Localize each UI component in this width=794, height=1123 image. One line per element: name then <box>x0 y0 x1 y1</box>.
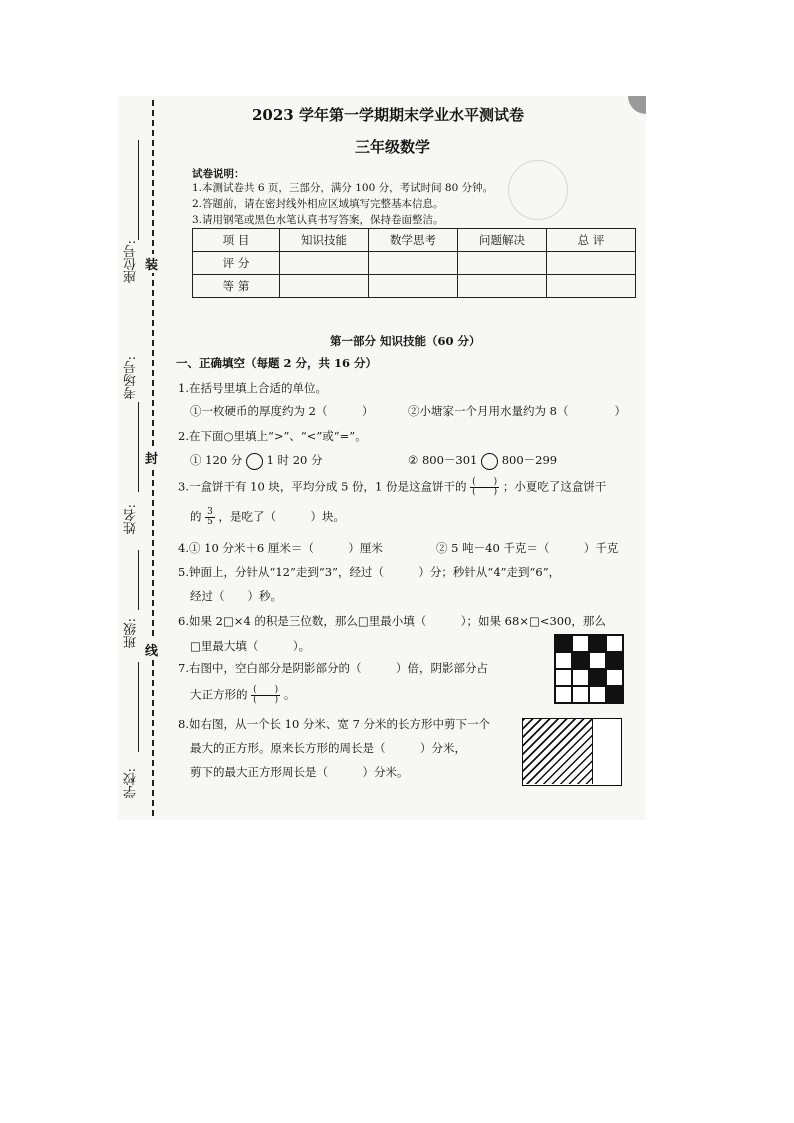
question-1: 1.在括号里填上合适的单位。 <box>178 381 327 395</box>
grade-cell[interactable] <box>547 275 636 298</box>
q2a-left: ① 120 分 <box>190 453 243 467</box>
shaded-grid-figure <box>554 634 624 704</box>
faint-stamp <box>508 160 568 220</box>
question-5-line2: 经过（ ）秒。 <box>190 589 282 603</box>
seal-char-xian: 线 <box>145 640 158 659</box>
table-row <box>193 252 636 275</box>
fraction-denominator: ( ) <box>253 695 279 705</box>
seal-char-zhuang: 装 <box>145 254 158 273</box>
hatched-square <box>523 719 593 784</box>
question-7-line2 <box>190 686 295 705</box>
score-cell[interactable] <box>280 252 369 275</box>
q7-suffix: 。 <box>283 687 296 702</box>
grid-cell <box>606 686 623 703</box>
question-6-line2: □里最大填（ ）。 <box>190 639 311 653</box>
grid-cell <box>555 635 572 652</box>
grid-cell <box>589 686 606 703</box>
table-header: 总 评 <box>547 229 636 252</box>
question-2a <box>190 452 323 470</box>
question-2: 2.在下面○里填上“>”、“<”或“=”。 <box>178 429 367 443</box>
q3-prefix: 的 <box>190 509 202 524</box>
grade-cell[interactable] <box>369 275 458 298</box>
section-title: 第一部分 知识技能（60 分） <box>330 334 481 348</box>
row-label: 评 分 <box>193 252 280 275</box>
fraction-numerator: ( ) <box>253 685 279 695</box>
part-heading: 一、正确填空（每题 2 分，共 16 分） <box>176 356 378 370</box>
name-field[interactable] <box>138 550 139 610</box>
table-header: 项 目 <box>193 229 280 252</box>
grid-cell <box>572 652 589 669</box>
q3-text-2: ；小夏吃了这盒饼干 <box>502 479 607 494</box>
school-label: 学校: <box>124 768 139 799</box>
seat-field[interactable] <box>138 140 139 240</box>
score-cell[interactable] <box>547 252 636 275</box>
q2a-right: 1 时 20 分 <box>266 453 323 467</box>
question-8-line3: 剪下的最大正方形周长是（ ）分米。 <box>190 765 409 779</box>
grid-cell <box>589 635 606 652</box>
question-2b <box>408 452 557 470</box>
compare-circle[interactable] <box>481 453 498 470</box>
score-cell[interactable] <box>458 252 547 275</box>
grade-cell[interactable] <box>280 275 369 298</box>
seal-char-feng: 封 <box>145 448 158 467</box>
grid-cell <box>572 635 589 652</box>
question-8: 8.如右图，从一个长 10 分米、宽 7 分米的长方形中剪下一个 <box>178 717 491 731</box>
class-label: 班级: <box>124 618 139 649</box>
row-label: 等 第 <box>193 275 280 298</box>
question-3-line2 <box>190 508 345 527</box>
fraction-three-fifths <box>205 508 215 527</box>
question-3 <box>178 478 606 497</box>
fraction-numerator: ( ) <box>472 477 498 487</box>
exam-title: 2023 学年第一学期期末学业水平测试卷 <box>252 106 524 124</box>
grid-cell <box>606 635 623 652</box>
instruction-item: 1.本测试卷共 6 页，三部分，满分 100 分，考试时间 80 分钟。 <box>192 182 494 194</box>
grid-cell <box>589 652 606 669</box>
q3-text: 3.一盒饼干有 10 块，平均分成 5 份，1 份是这盒饼干的 <box>178 479 467 494</box>
grid-cell <box>606 652 623 669</box>
grid-cell <box>572 686 589 703</box>
table-row <box>193 275 636 298</box>
score-table <box>192 228 636 298</box>
question-1b: ②小塘家一个月用水量约为 8（ ） <box>408 404 626 418</box>
table-header: 知识技能 <box>280 229 369 252</box>
room-label: 考场号: <box>124 356 139 400</box>
question-5: 5.钟面上，分针从“12”走到“3”，经过（ ）分；秒针从“4”走到“6”， <box>178 565 561 579</box>
grid-cell <box>555 686 572 703</box>
fraction-denominator: ( ) <box>472 487 498 497</box>
name-label: 姓名: <box>124 504 139 535</box>
question-8-line2: 最大的正方形。原来长方形的周长是（ ）分米， <box>190 741 466 755</box>
grid-cell <box>555 652 572 669</box>
exam-subtitle: 三年级数学 <box>355 138 431 156</box>
compare-circle[interactable] <box>246 453 263 470</box>
grid-cell <box>555 669 572 686</box>
q2b-right: 800－299 <box>501 453 558 467</box>
question-6: 6.如果 2□×4 的积是三位数，那么□里最小填（ ）；如果 68×□<300，那么 <box>178 614 606 628</box>
table-header: 问题解决 <box>458 229 547 252</box>
table-header-row <box>193 229 636 252</box>
class-field[interactable] <box>138 662 139 752</box>
instruction-item: 3.请用钢笔或黑色水笔认真书写答案，保持卷面整洁。 <box>192 214 444 226</box>
question-4a: 4.① 10 分米＋6 厘米＝（ ）厘米 <box>178 541 383 555</box>
fraction-blank[interactable] <box>470 478 499 497</box>
rectangle-figure <box>522 718 622 786</box>
question-1a: ①一枚硬币的厚度约为 2（ ） <box>190 404 374 418</box>
q7-prefix: 大正方形的 <box>190 687 248 702</box>
grid-cell <box>589 669 606 686</box>
fraction-blank[interactable] <box>251 686 280 705</box>
room-field[interactable] <box>138 402 139 492</box>
instructions-heading: 试卷说明： <box>192 168 245 180</box>
table-header: 数学思考 <box>369 229 458 252</box>
q2b-left: ② 800－301 <box>408 453 478 467</box>
question-4b: ② 5 吨－40 千克＝（ ）千克 <box>436 541 619 555</box>
grid-cell <box>572 669 589 686</box>
instruction-item: 2.答题前，请在密封线外相应区域填写完整基本信息。 <box>192 198 444 210</box>
seat-label: 座位号: <box>124 240 139 284</box>
q3-suffix: ，是吃了（ ）块。 <box>218 509 346 524</box>
fraction-denominator: 5 <box>207 517 213 527</box>
score-cell[interactable] <box>369 252 458 275</box>
fraction-numerator: 3 <box>207 507 213 517</box>
grade-cell[interactable] <box>458 275 547 298</box>
grid-cell <box>606 669 623 686</box>
question-7: 7.右图中，空白部分是阴影部分的（ ）倍，阴影部分占 <box>178 661 488 675</box>
